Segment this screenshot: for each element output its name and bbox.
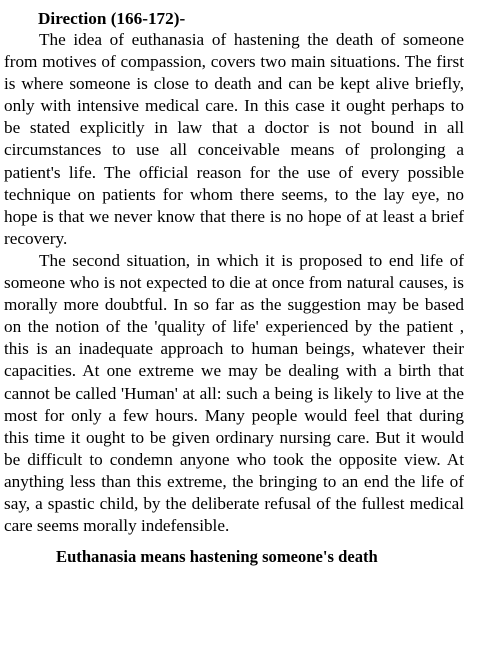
direction-heading: Direction (166-172)- bbox=[38, 9, 186, 28]
paragraph-1: The idea of euthanasia of hastening the death of someone from motives of compassion, covers two main situations. The first is where someone is close to death and can be kept alive briefly, only with intensive medical care. In this case it ought perhaps to be stated explicitly in law that a doctor is not bound in all circumstances to use all conceivable means of prolonging a patient's life. The official reason for the use of every possible technique on patients for whom there seems, to the lay eye, no hope is that we never know that there is no hope of at least a brief recovery. bbox=[4, 30, 464, 248]
passage-page bbox=[4, 8, 464, 568]
question-statement: Euthanasia means hastening someone's death bbox=[56, 547, 378, 567]
paragraph-2: The second situation, in which it is proposed to end life of someone who is not expected to die at once from natural causes, is morally more doubtful. In so far as the suggestion may be based on the notion of the 'quality of life' experienced by the patient , this is an inadequate approach to human beings, whatever their capacities. At one extreme we may be dealing with a birth that cannot be called 'Human' at all: such a being is likely to live at the most for only a few hours. Many people would feel that during this time it ought to be given ordinary nursing care. But it would be difficult to condemn anyone who took the opposite view. At anything less than this extreme, the bringing to an end the life of say, a spastic child, by the deliberate refusal of the fullest medical care seems morally indefensible. bbox=[4, 250, 464, 536]
